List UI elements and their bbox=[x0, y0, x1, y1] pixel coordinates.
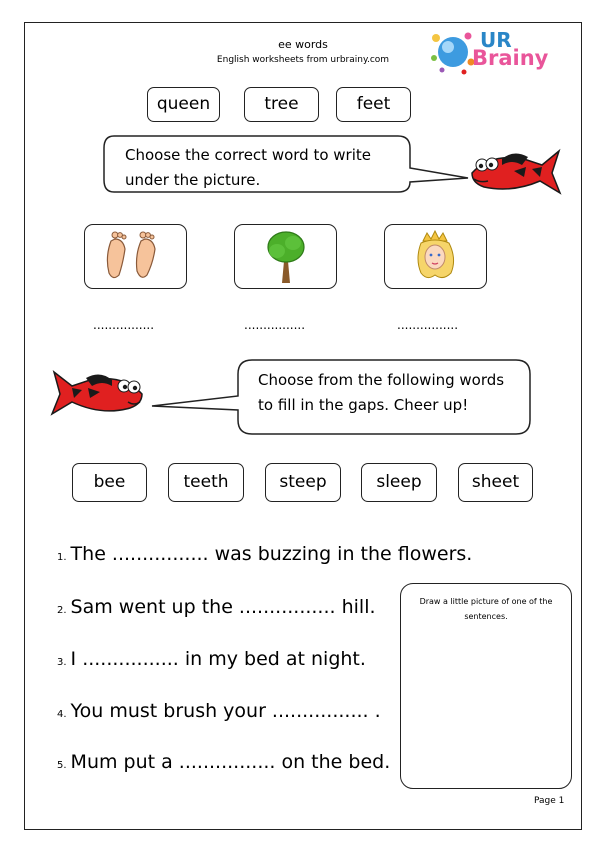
picture-box-queen bbox=[384, 224, 487, 289]
tree-icon bbox=[235, 225, 335, 287]
fish-icon bbox=[462, 147, 562, 197]
answer-line-1[interactable]: ................ bbox=[93, 318, 155, 332]
logo-text-brainy: Brainy bbox=[472, 46, 549, 70]
instruction-1-line2: under the picture. bbox=[125, 171, 261, 189]
sentence-number: 5. bbox=[57, 760, 67, 771]
sentence-text: Mum put a ................ on the bed. bbox=[70, 751, 391, 773]
sentence-5 bbox=[57, 751, 390, 773]
word-bank-tree: tree bbox=[244, 87, 319, 122]
word-bank-steep: steep bbox=[265, 463, 341, 502]
sentence-2 bbox=[57, 596, 376, 618]
word-bank-feet: feet bbox=[336, 87, 411, 122]
instruction-1-line1: Choose the correct word to write bbox=[125, 146, 371, 164]
page-number: Page 1 bbox=[534, 796, 565, 806]
logo-text-ur: UR bbox=[480, 28, 512, 52]
sentence-text: Sam went up the ................ hill. bbox=[70, 596, 376, 618]
word-bank-sleep: sleep bbox=[361, 463, 437, 502]
sentence-number: 4. bbox=[57, 709, 67, 720]
answer-line-2[interactable]: ................ bbox=[244, 318, 306, 332]
urbrainy-logo bbox=[428, 28, 558, 78]
fish-icon bbox=[44, 368, 154, 420]
instruction-1 bbox=[125, 143, 371, 193]
instruction-2-line2: to fill in the gaps. Cheer up! bbox=[258, 396, 469, 414]
word-bank-sheet: sheet bbox=[458, 463, 533, 502]
feet-icon bbox=[85, 225, 185, 287]
instruction-2 bbox=[258, 368, 504, 418]
queen-icon bbox=[385, 225, 485, 287]
sentence-number: 2. bbox=[57, 605, 67, 616]
word-bank-queen: queen bbox=[147, 87, 220, 122]
drawing-prompt: Draw a little picture of one of the sentences. bbox=[419, 597, 553, 621]
worksheet-subtitle: English worksheets from urbrainy.com bbox=[216, 55, 390, 65]
picture-box-feet bbox=[84, 224, 187, 289]
sentence-text: You must brush your ................ . bbox=[70, 700, 381, 722]
sentence-text: The ................ was buzzing in the flowers. bbox=[70, 543, 473, 565]
picture-box-tree bbox=[234, 224, 337, 289]
instruction-2-line1: Choose from the following words bbox=[258, 371, 505, 389]
worksheet-title: ee words bbox=[278, 38, 328, 51]
sentence-1 bbox=[57, 543, 472, 565]
sentence-text: I ................ in my bed at night. bbox=[70, 648, 366, 670]
sentence-number: 3. bbox=[57, 657, 67, 668]
word-bank-bee: bee bbox=[72, 463, 147, 502]
drawing-box[interactable] bbox=[400, 583, 572, 789]
sentence-4 bbox=[57, 700, 381, 722]
brain-globe-icon bbox=[428, 28, 478, 78]
sentence-3 bbox=[57, 648, 366, 670]
sentence-number: 1. bbox=[57, 552, 67, 563]
answer-line-3[interactable]: ................ bbox=[397, 318, 459, 332]
word-bank-teeth: teeth bbox=[168, 463, 244, 502]
